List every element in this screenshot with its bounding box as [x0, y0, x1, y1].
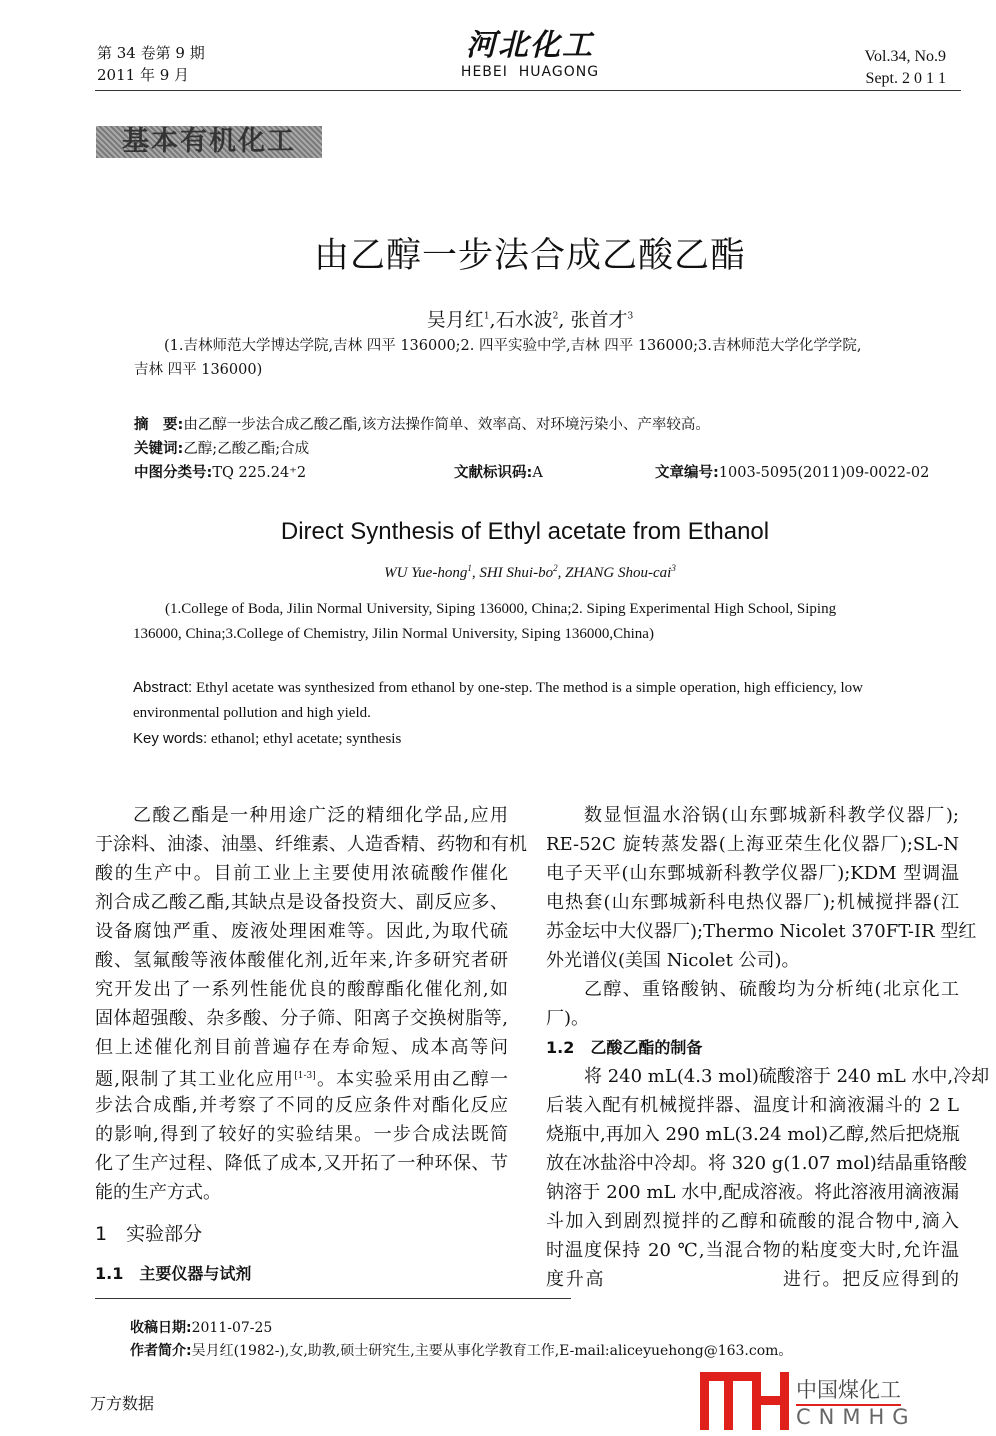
body-line: 于涂料、油漆、油墨、纤维素、人造香精、药物和有机 — [95, 834, 527, 855]
body-line: 电子天平(山东鄄城新科教学仪器厂);KDM 型调温 — [546, 863, 959, 884]
author: 张首才 — [570, 309, 628, 331]
issue-info — [97, 42, 205, 86]
body-line: 乙醇、重铬酸钠、硫酸均为分析纯(北京化工 — [584, 979, 959, 1000]
author-sup: 1 — [483, 311, 490, 322]
body-line: 放在冰盐浴中冷却。将 320 g(1.07 mol)结晶重铬酸 — [546, 1153, 967, 1174]
issue-info-en — [865, 46, 947, 90]
keywords-label: 关键词: — [134, 441, 184, 457]
author-sup: 3 — [627, 311, 634, 322]
label: 作者简介: — [130, 1343, 192, 1359]
value: 2011-07-25 — [191, 1320, 273, 1336]
body-line: 固体超强酸、杂多酸、分子筛、阳离子交换树脂等, — [95, 1008, 508, 1029]
body-line: 斗加入到剧烈搅拌的乙醇和硫酸的混合物中,滴入 — [546, 1211, 959, 1232]
body-line: 剂合成乙酸乙酯,其缺点是设备投资大、副反应多、 — [95, 892, 508, 913]
text: 题,限制了其工业化应用 — [95, 1069, 295, 1090]
section-tag: 基本有机化工 — [96, 126, 322, 158]
author-en: WU Yue-hong — [384, 565, 468, 581]
body-line: 但上述催化剂目前普遍存在寿命短、成本高等问 — [95, 1037, 508, 1058]
paper-title: 由乙醇一步法合成乙酸乙酯 — [313, 236, 746, 276]
body-line: 将 240 mL(4.3 mol)硫酸溶于 240 mL 水中,冷却 — [584, 1066, 990, 1087]
body-line: RE-52C 旋转蒸发器(上海亚荣生化仪器厂);SL-N — [546, 834, 959, 855]
doc-code-label: 文献标识码: — [454, 465, 533, 481]
author-sup: 2 — [553, 563, 558, 573]
footnote-rule — [95, 1298, 571, 1299]
classification-value: TQ 225.24⁺2 — [212, 465, 307, 481]
watermark-cn: 中国煤化工 — [796, 1374, 901, 1406]
body-line: 步法合成酯,并考察了不同的反应条件对酯化反应 — [95, 1095, 508, 1116]
date-en: Sept. 2 0 1 1 — [865, 70, 946, 87]
affiliation-line: 136000, China;3.College of Chemistry, Jilin Normal University, Siping 136000,China) — [133, 626, 654, 642]
article-no-label: 文章编号: — [655, 465, 719, 481]
affiliation-line: (1.College of Boda, Jilin Normal University, Siping 136000, China;2. Siping Experimental High School, Siping — [165, 601, 837, 617]
body-line: 酸、氢氟酸等液体酸催化剂,近年来,许多研究者研 — [95, 950, 508, 971]
author-bio — [130, 1340, 792, 1363]
subsection-heading: 1.2 乙酸乙酯的制备 — [546, 1038, 703, 1057]
classification-label: 中图分类号: — [134, 465, 213, 481]
body-line: 数显恒温水浴锅(山东鄄城新科教学仪器厂); — [584, 805, 959, 826]
abstract-en-block — [133, 675, 963, 752]
left-column — [95, 801, 527, 1293]
watermark-en: CNMHG — [796, 1405, 917, 1429]
header-rule — [95, 90, 961, 91]
body-line: 能的生产方式。 — [95, 1182, 221, 1203]
volume-en: Vol.34, No.9 — [864, 48, 946, 65]
body-line: 烧瓶中,再加入 290 mL(3.24 mol)乙醇,然后把烧瓶 — [546, 1124, 960, 1145]
abstract-en-text: Ethyl acetate was synthesized from ethanol by one-step. The method is a simple operation, high efficiency, low — [192, 680, 863, 696]
watermark-logo — [700, 1372, 790, 1430]
body-line: 酸的生产中。目前工业上主要使用浓硫酸作催化 — [95, 863, 508, 884]
text: 。本实验采用由乙醇一 — [315, 1069, 508, 1090]
abstract-text: 由乙醇一步法合成乙酸乙酯,该方法操作简单、效率高、对环境污染小、产率较高。 — [183, 417, 710, 433]
affiliation-line: 吉林 四平 136000) — [134, 362, 263, 378]
authors-cn: 吴月红$^1$,石水波$^2$, 张首才$^3$ — [426, 309, 634, 331]
abstract-label: 摘 要: — [134, 417, 184, 433]
affiliation-line: (1.吉林师范大学博达学院,吉林 四平 136000;2. 四平实验中学,吉林 四平 136000;3.吉林师范大学化学学院, — [164, 338, 862, 354]
body-line: 电热套(山东鄄城新科电热仪器厂);机械搅拌器(江 — [546, 892, 959, 913]
author-en: ZHANG Shou-cai — [565, 565, 672, 581]
citation[interactable]: [1-3] — [294, 1071, 316, 1081]
body-line: 后装入配有机械搅拌器、温度计和滴液漏斗的 2 L — [546, 1095, 959, 1116]
keywords-en-label: Key words: — [133, 730, 208, 747]
abstract-en-text: environmental pollution and high yield. — [133, 705, 371, 721]
abstract-cn-block — [134, 413, 964, 485]
body-line: 时温度保持 20 ℃,当混合物的粘度变大时,允许温 — [546, 1240, 959, 1261]
body-line: 乙酸乙酯是一种用途广泛的精细化学品,应用 — [133, 805, 508, 826]
body-line: 厂)。 — [546, 1008, 590, 1029]
journal-logo: 河北化工 — [466, 28, 594, 63]
authors-en: WU Yue-hong$^1$, SHI Shui-$bo^2$, ZHANG Shou-cai$^3$ — [384, 563, 676, 581]
body-line: 化了生产过程、降低了成本,又开拓了一种环保、节 — [95, 1153, 508, 1174]
body-line: 的影响,得到了较好的实验结果。一步合成法既简 — [95, 1124, 508, 1145]
affiliation-en — [133, 597, 963, 647]
body-line: 设备腐蚀严重、废液处理困难等。因此,为取代硫 — [95, 921, 508, 942]
section-heading: 1 实验部分 — [95, 1223, 203, 1245]
doc-code-value: A — [532, 465, 543, 481]
affiliation-cn — [134, 334, 964, 382]
value: 吴月红(1982-),女,助教,硕士研究生,主要从事化学教育工作,E-mail:aliceyuehong@163.com。 — [191, 1343, 793, 1359]
body-line — [95, 1062, 508, 1091]
author-sup: 1 — [467, 563, 472, 573]
journal-name-en: HEBEI HUAGONG — [460, 64, 600, 80]
author: 吴月红 — [426, 309, 484, 331]
subsection-heading: 1.1 主要仪器与试剂 — [95, 1264, 252, 1283]
body-line: 外光谱仪(美国 Nicolet 公司)。 — [546, 950, 800, 971]
article-no-value: 1003-5095(2011)09-0022-02 — [718, 465, 930, 481]
paper-title-en: Direct Synthesis of Ethyl acetate from Ethanol — [280, 518, 770, 545]
source-label: 万方数据 — [90, 1394, 155, 1413]
abstract-en-label: Abstract: — [133, 679, 193, 696]
issue-date: 2011 年 9 月 — [97, 66, 190, 84]
issue-number: 第 34 卷第 9 期 — [97, 44, 205, 62]
body-line: 钠溶于 200 mL 水中,配成溶液。将此溶液用滴液漏 — [546, 1182, 959, 1203]
keywords-en-text: ethanol; ethyl acetate; synthesis — [207, 731, 402, 747]
body-line: 苏金坛中大仪器厂);Thermo Nicolet 370FT-IR 型红 — [546, 921, 977, 942]
author-sup: 2 — [552, 311, 559, 322]
author-sup: 3 — [671, 563, 676, 573]
author: 石水波 — [495, 309, 553, 331]
body-line: 究开发出了一系列性能优良的酸醇酯化催化剂,如 — [95, 979, 508, 1000]
author-en: SHI Shui-bo — [479, 565, 554, 581]
keywords-text: 乙醇;乙酸乙酯;合成 — [183, 441, 310, 457]
body-line: 度升高 进行。把反应得到的 — [546, 1269, 959, 1290]
journal-masthead — [430, 28, 630, 80]
received-date — [130, 1317, 272, 1340]
label: 收稿日期: — [130, 1320, 192, 1336]
right-column — [546, 801, 990, 1294]
